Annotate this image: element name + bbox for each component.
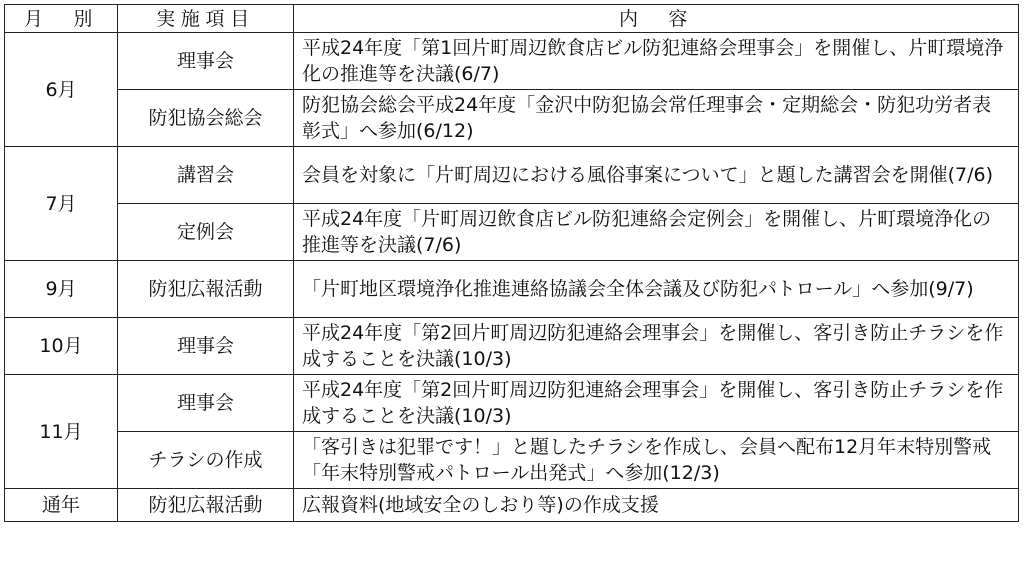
item-cell: 定例会 (118, 204, 294, 261)
month-cell: 11月 (5, 375, 118, 489)
item-cell: 理事会 (118, 33, 294, 90)
table-row (5, 147, 1019, 204)
table-row (5, 204, 1019, 261)
activity-table (4, 4, 1019, 522)
table-row (5, 33, 1019, 90)
item-cell: 防犯協会総会 (118, 90, 294, 147)
header-month: 月 別 (5, 5, 118, 33)
header-item: 実施項目 (118, 5, 294, 33)
table-header-row (5, 5, 1019, 33)
table-row (5, 261, 1019, 318)
table-row (5, 432, 1019, 489)
item-cell: 理事会 (118, 318, 294, 375)
table-row (5, 90, 1019, 147)
item-cell: 理事会 (118, 375, 294, 432)
content-cell: 「片町地区環境浄化推進連絡協議会全体会議及び防犯パトロール」へ参加(9/7) (294, 261, 1019, 318)
content-cell: 平成24年度「第1回片町周辺飲食店ビル防犯連絡会理事会」を開催し、片町環境浄化の推進等を決議(6/7) (294, 33, 1019, 90)
table-row (5, 318, 1019, 375)
item-cell: 講習会 (118, 147, 294, 204)
content-cell: 平成24年度「第2回片町周辺防犯連絡会理事会」を開催し、客引き防止チラシを作成することを決議(10/3) (294, 375, 1019, 432)
item-cell: 防犯広報活動 (118, 489, 294, 522)
content-cell: 平成24年度「第2回片町周辺防犯連絡会理事会」を開催し、客引き防止チラシを作成することを決議(10/3) (294, 318, 1019, 375)
item-cell: チラシの作成 (118, 432, 294, 489)
content-cell: 防犯協会総会平成24年度「金沢中防犯協会常任理事会・定期総会・防犯功労者表彰式」へ参加(6/12) (294, 90, 1019, 147)
header-content: 内 容 (294, 5, 1019, 33)
month-cell: 9月 (5, 261, 118, 318)
month-cell: 6月 (5, 33, 118, 147)
table-row (5, 489, 1019, 522)
table-row (5, 375, 1019, 432)
month-cell: 通年 (5, 489, 118, 522)
month-cell: 10月 (5, 318, 118, 375)
content-cell: 「客引きは犯罪です！」と題したチラシを作成し、会員へ配布12月年末特別警戒「年末特別警戒パトロール出発式」へ参加(12/3) (294, 432, 1019, 489)
content-cell: 会員を対象に「片町周辺における風俗事案について」と題した講習会を開催(7/6) (294, 147, 1019, 204)
content-cell: 広報資料(地域安全のしおり等)の作成支援 (294, 489, 1019, 522)
month-cell: 7月 (5, 147, 118, 261)
item-cell: 防犯広報活動 (118, 261, 294, 318)
content-cell: 平成24年度「片町周辺飲食店ビル防犯連絡会定例会」を開催し、片町環境浄化の推進等を決議(7/6) (294, 204, 1019, 261)
